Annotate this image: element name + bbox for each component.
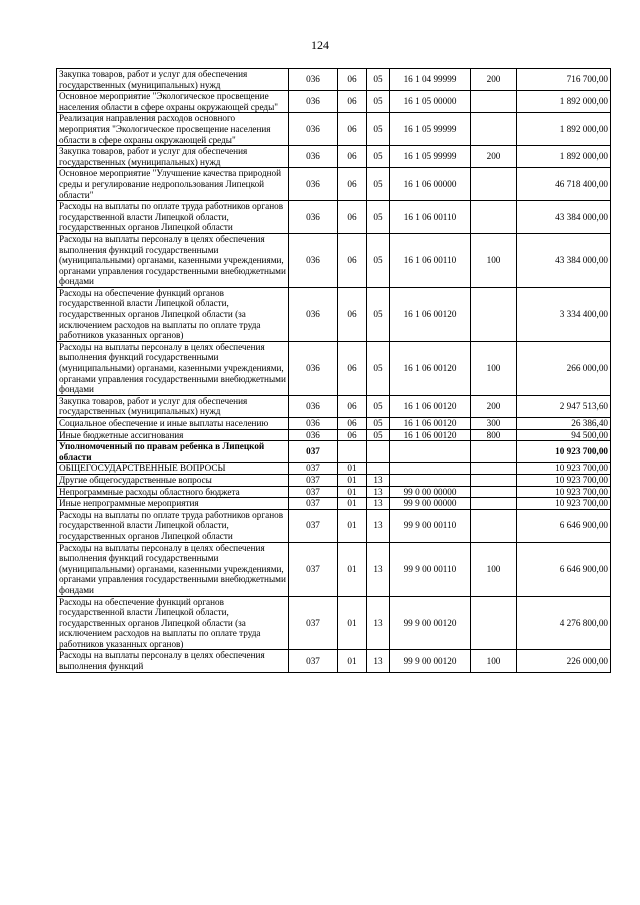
expense-type-cell: 200 bbox=[471, 146, 517, 168]
amount-cell: 6 646 900,00 bbox=[517, 509, 611, 542]
expense-type-cell: 200 bbox=[471, 69, 517, 91]
amount-cell: 2 947 513,60 bbox=[517, 395, 611, 417]
subsection-code-cell: 13 bbox=[367, 542, 390, 596]
section-code-cell: 01 bbox=[338, 474, 367, 486]
ministry-code-cell: 036 bbox=[289, 233, 338, 287]
page-number: 124 bbox=[311, 38, 329, 52]
amount-cell: 43 384 000,00 bbox=[517, 233, 611, 287]
section-code-cell: 06 bbox=[338, 429, 367, 441]
section-code-cell: 01 bbox=[338, 498, 367, 510]
row-name-cell: Основное мероприятие "Улучшение качества природной среды и регулирование недропользования Липецкой области" bbox=[57, 168, 289, 201]
table-row bbox=[57, 287, 611, 341]
expense-type-cell bbox=[471, 113, 517, 146]
table-row bbox=[57, 168, 611, 201]
section-code-cell: 06 bbox=[338, 233, 367, 287]
target-article-cell: 16 1 06 00120 bbox=[390, 395, 471, 417]
amount-cell: 3 334 400,00 bbox=[517, 287, 611, 341]
ministry-code-cell: 036 bbox=[289, 429, 338, 441]
table-row bbox=[57, 486, 611, 498]
amount-cell: 6 646 900,00 bbox=[517, 542, 611, 596]
expense-type-cell bbox=[471, 596, 517, 650]
target-article-cell: 99 9 00 00120 bbox=[390, 596, 471, 650]
target-article-cell: 99 9 00 00110 bbox=[390, 509, 471, 542]
row-name-cell: Уполномоченный по правам ребенка в Липецкой области bbox=[57, 441, 289, 463]
expense-type-cell bbox=[471, 463, 517, 475]
row-name-cell: ОБЩЕГОСУДАРСТВЕННЫЕ ВОПРОСЫ bbox=[57, 463, 289, 475]
table-body bbox=[57, 69, 611, 673]
table-row bbox=[57, 113, 611, 146]
expense-type-cell bbox=[471, 474, 517, 486]
target-article-cell: 16 1 05 99999 bbox=[390, 146, 471, 168]
ministry-code-cell: 037 bbox=[289, 486, 338, 498]
subsection-code-cell: 13 bbox=[367, 474, 390, 486]
expense-type-cell: 200 bbox=[471, 395, 517, 417]
target-article-cell bbox=[390, 474, 471, 486]
table-row bbox=[57, 509, 611, 542]
table-row bbox=[57, 341, 611, 395]
row-name-cell: Расходы на выплаты персоналу в целях обеспечения выполнения функций государственными (муниципальными) органами, казенными учреждениями, органами управления государственными внебюджетными фондами bbox=[57, 341, 289, 395]
subsection-code-cell: 05 bbox=[367, 113, 390, 146]
amount-cell: 46 718 400,00 bbox=[517, 168, 611, 201]
subsection-code-cell: 05 bbox=[367, 91, 390, 113]
row-name-cell: Расходы на обеспечение функций органов государственной власти Липецкой области, государственных органов Липецкой области (за исключением расходов на выплаты по оплате труда работников указанных органов) bbox=[57, 287, 289, 341]
subsection-code-cell: 05 bbox=[367, 429, 390, 441]
target-article-cell: 99 9 00 00120 bbox=[390, 650, 471, 672]
subsection-code-cell: 05 bbox=[367, 395, 390, 417]
section-code-cell: 06 bbox=[338, 201, 367, 234]
ministry-code-cell: 036 bbox=[289, 201, 338, 234]
target-article-cell bbox=[390, 463, 471, 475]
section-code-cell: 01 bbox=[338, 596, 367, 650]
ministry-code-cell: 036 bbox=[289, 168, 338, 201]
row-name-cell: Социальное обеспечение и иные выплаты населению bbox=[57, 418, 289, 430]
ministry-code-cell: 036 bbox=[289, 418, 338, 430]
table-row bbox=[57, 441, 611, 463]
amount-cell: 94 500,00 bbox=[517, 429, 611, 441]
target-article-cell: 16 1 06 00120 bbox=[390, 418, 471, 430]
ministry-code-cell: 036 bbox=[289, 287, 338, 341]
target-article-cell: 99 9 00 00000 bbox=[390, 498, 471, 510]
row-name-cell: Расходы на выплаты по оплате труда работников органов государственной власти Липецкой области, государственных органов Липецкой области bbox=[57, 509, 289, 542]
row-name-cell: Расходы на выплаты персоналу в целях обеспечения выполнения функций государственными (муниципальными) органами, казенными учреждениями, органами управления государственными внебюджетными фондами bbox=[57, 542, 289, 596]
ministry-code-cell: 036 bbox=[289, 113, 338, 146]
target-article-cell: 16 1 05 00000 bbox=[390, 91, 471, 113]
ministry-code-cell: 037 bbox=[289, 474, 338, 486]
expense-type-cell: 100 bbox=[471, 542, 517, 596]
section-code-cell: 01 bbox=[338, 509, 367, 542]
amount-cell: 1 892 000,00 bbox=[517, 91, 611, 113]
expense-type-cell bbox=[471, 201, 517, 234]
table-row bbox=[57, 596, 611, 650]
expense-type-cell: 100 bbox=[471, 341, 517, 395]
table-row bbox=[57, 498, 611, 510]
target-article-cell: 16 1 06 00120 bbox=[390, 429, 471, 441]
section-code-cell: 06 bbox=[338, 418, 367, 430]
amount-cell: 10 923 700,00 bbox=[517, 498, 611, 510]
table-row bbox=[57, 474, 611, 486]
section-code-cell: 01 bbox=[338, 542, 367, 596]
amount-cell: 10 923 700,00 bbox=[517, 441, 611, 463]
target-article-cell: 99 9 00 00110 bbox=[390, 542, 471, 596]
expense-type-cell: 100 bbox=[471, 233, 517, 287]
target-article-cell bbox=[390, 441, 471, 463]
subsection-code-cell: 05 bbox=[367, 168, 390, 201]
section-code-cell: 06 bbox=[338, 146, 367, 168]
subsection-code-cell: 05 bbox=[367, 146, 390, 168]
section-code-cell: 06 bbox=[338, 113, 367, 146]
expense-type-cell bbox=[471, 287, 517, 341]
section-code-cell: 06 bbox=[338, 287, 367, 341]
section-code-cell: 06 bbox=[338, 168, 367, 201]
row-name-cell: Расходы на выплаты по оплате труда работников органов государственной власти Липецкой области, государственных органов Липецкой области bbox=[57, 201, 289, 234]
subsection-code-cell: 05 bbox=[367, 341, 390, 395]
section-code-cell: 06 bbox=[338, 341, 367, 395]
target-article-cell: 16 1 06 00000 bbox=[390, 168, 471, 201]
ministry-code-cell: 036 bbox=[289, 341, 338, 395]
table-row bbox=[57, 201, 611, 234]
section-code-cell: 06 bbox=[338, 69, 367, 91]
expense-type-cell bbox=[471, 441, 517, 463]
subsection-code-cell: 05 bbox=[367, 201, 390, 234]
table-row bbox=[57, 418, 611, 430]
row-name-cell: Расходы на обеспечение функций органов государственной власти Липецкой области, государственных органов Липецкой области (за исключением расходов на выплаты по оплате труда работников указанных органов) bbox=[57, 596, 289, 650]
ministry-code-cell: 037 bbox=[289, 463, 338, 475]
row-name-cell: Другие общегосударственные вопросы bbox=[57, 474, 289, 486]
expense-type-cell bbox=[471, 509, 517, 542]
expense-type-cell: 300 bbox=[471, 418, 517, 430]
table-row bbox=[57, 463, 611, 475]
target-article-cell: 16 1 05 99999 bbox=[390, 113, 471, 146]
target-article-cell: 16 1 06 00110 bbox=[390, 201, 471, 234]
target-article-cell: 16 1 06 00110 bbox=[390, 233, 471, 287]
amount-cell: 226 000,00 bbox=[517, 650, 611, 672]
ministry-code-cell: 037 bbox=[289, 596, 338, 650]
ministry-code-cell: 036 bbox=[289, 91, 338, 113]
ministry-code-cell: 036 bbox=[289, 395, 338, 417]
amount-cell: 26 386,40 bbox=[517, 418, 611, 430]
table-row bbox=[57, 429, 611, 441]
target-article-cell: 16 1 06 00120 bbox=[390, 341, 471, 395]
amount-cell: 1 892 000,00 bbox=[517, 146, 611, 168]
amount-cell: 10 923 700,00 bbox=[517, 463, 611, 475]
row-name-cell: Расходы на выплаты персоналу в целях обеспечения выполнения функций bbox=[57, 650, 289, 672]
section-code-cell: 06 bbox=[338, 395, 367, 417]
table-row bbox=[57, 69, 611, 91]
target-article-cell: 99 0 00 00000 bbox=[390, 486, 471, 498]
subsection-code-cell: 13 bbox=[367, 650, 390, 672]
expense-type-cell: 800 bbox=[471, 429, 517, 441]
table-row bbox=[57, 233, 611, 287]
subsection-code-cell bbox=[367, 463, 390, 475]
subsection-code-cell: 05 bbox=[367, 418, 390, 430]
expense-type-cell bbox=[471, 486, 517, 498]
table-row bbox=[57, 146, 611, 168]
section-code-cell: 01 bbox=[338, 486, 367, 498]
row-name-cell: Реализация направления расходов основного мероприятия "Экологическое просвещение населения области в сфере охраны окружающей среды" bbox=[57, 113, 289, 146]
subsection-code-cell: 13 bbox=[367, 596, 390, 650]
expense-type-cell bbox=[471, 498, 517, 510]
amount-cell: 266 000,00 bbox=[517, 341, 611, 395]
row-name-cell: Основное мероприятие "Экологическое просвещение населения области в сфере охраны окружающей среды" bbox=[57, 91, 289, 113]
row-name-cell: Закупка товаров, работ и услуг для обеспечения государственных (муниципальных) нужд bbox=[57, 395, 289, 417]
table-row bbox=[57, 395, 611, 417]
row-name-cell: Расходы на выплаты персоналу в целях обеспечения выполнения функций государственными (муниципальными) органами, казенными учреждениями, органами управления государственными внебюджетными фондами bbox=[57, 233, 289, 287]
table-row bbox=[57, 542, 611, 596]
row-name-cell: Иные непрограммные мероприятия bbox=[57, 498, 289, 510]
subsection-code-cell: 13 bbox=[367, 486, 390, 498]
row-name-cell: Иные бюджетные ассигнования bbox=[57, 429, 289, 441]
expense-type-cell bbox=[471, 91, 517, 113]
target-article-cell: 16 1 06 00120 bbox=[390, 287, 471, 341]
expense-type-cell bbox=[471, 168, 517, 201]
amount-cell: 43 384 000,00 bbox=[517, 201, 611, 234]
amount-cell: 10 923 700,00 bbox=[517, 486, 611, 498]
section-code-cell: 01 bbox=[338, 463, 367, 475]
ministry-code-cell: 037 bbox=[289, 509, 338, 542]
budget-table bbox=[56, 68, 611, 673]
section-code-cell: 01 bbox=[338, 650, 367, 672]
amount-cell: 1 892 000,00 bbox=[517, 113, 611, 146]
table-row bbox=[57, 650, 611, 672]
subsection-code-cell bbox=[367, 441, 390, 463]
ministry-code-cell: 037 bbox=[289, 650, 338, 672]
subsection-code-cell: 13 bbox=[367, 509, 390, 542]
ministry-code-cell: 037 bbox=[289, 542, 338, 596]
section-code-cell: 06 bbox=[338, 91, 367, 113]
row-name-cell: Закупка товаров, работ и услуг для обеспечения государственных (муниципальных) нужд bbox=[57, 146, 289, 168]
subsection-code-cell: 05 bbox=[367, 69, 390, 91]
ministry-code-cell: 036 bbox=[289, 146, 338, 168]
subsection-code-cell: 05 bbox=[367, 287, 390, 341]
amount-cell: 10 923 700,00 bbox=[517, 474, 611, 486]
row-name-cell: Закупка товаров, работ и услуг для обеспечения государственных (муниципальных) нужд bbox=[57, 69, 289, 91]
amount-cell: 4 276 800,00 bbox=[517, 596, 611, 650]
target-article-cell: 16 1 04 99999 bbox=[390, 69, 471, 91]
subsection-code-cell: 13 bbox=[367, 498, 390, 510]
ministry-code-cell: 037 bbox=[289, 441, 338, 463]
ministry-code-cell: 036 bbox=[289, 69, 338, 91]
expense-type-cell: 100 bbox=[471, 650, 517, 672]
amount-cell: 716 700,00 bbox=[517, 69, 611, 91]
ministry-code-cell: 037 bbox=[289, 498, 338, 510]
row-name-cell: Непрограммные расходы областного бюджета bbox=[57, 486, 289, 498]
table-row bbox=[57, 91, 611, 113]
section-code-cell bbox=[338, 441, 367, 463]
subsection-code-cell: 05 bbox=[367, 233, 390, 287]
